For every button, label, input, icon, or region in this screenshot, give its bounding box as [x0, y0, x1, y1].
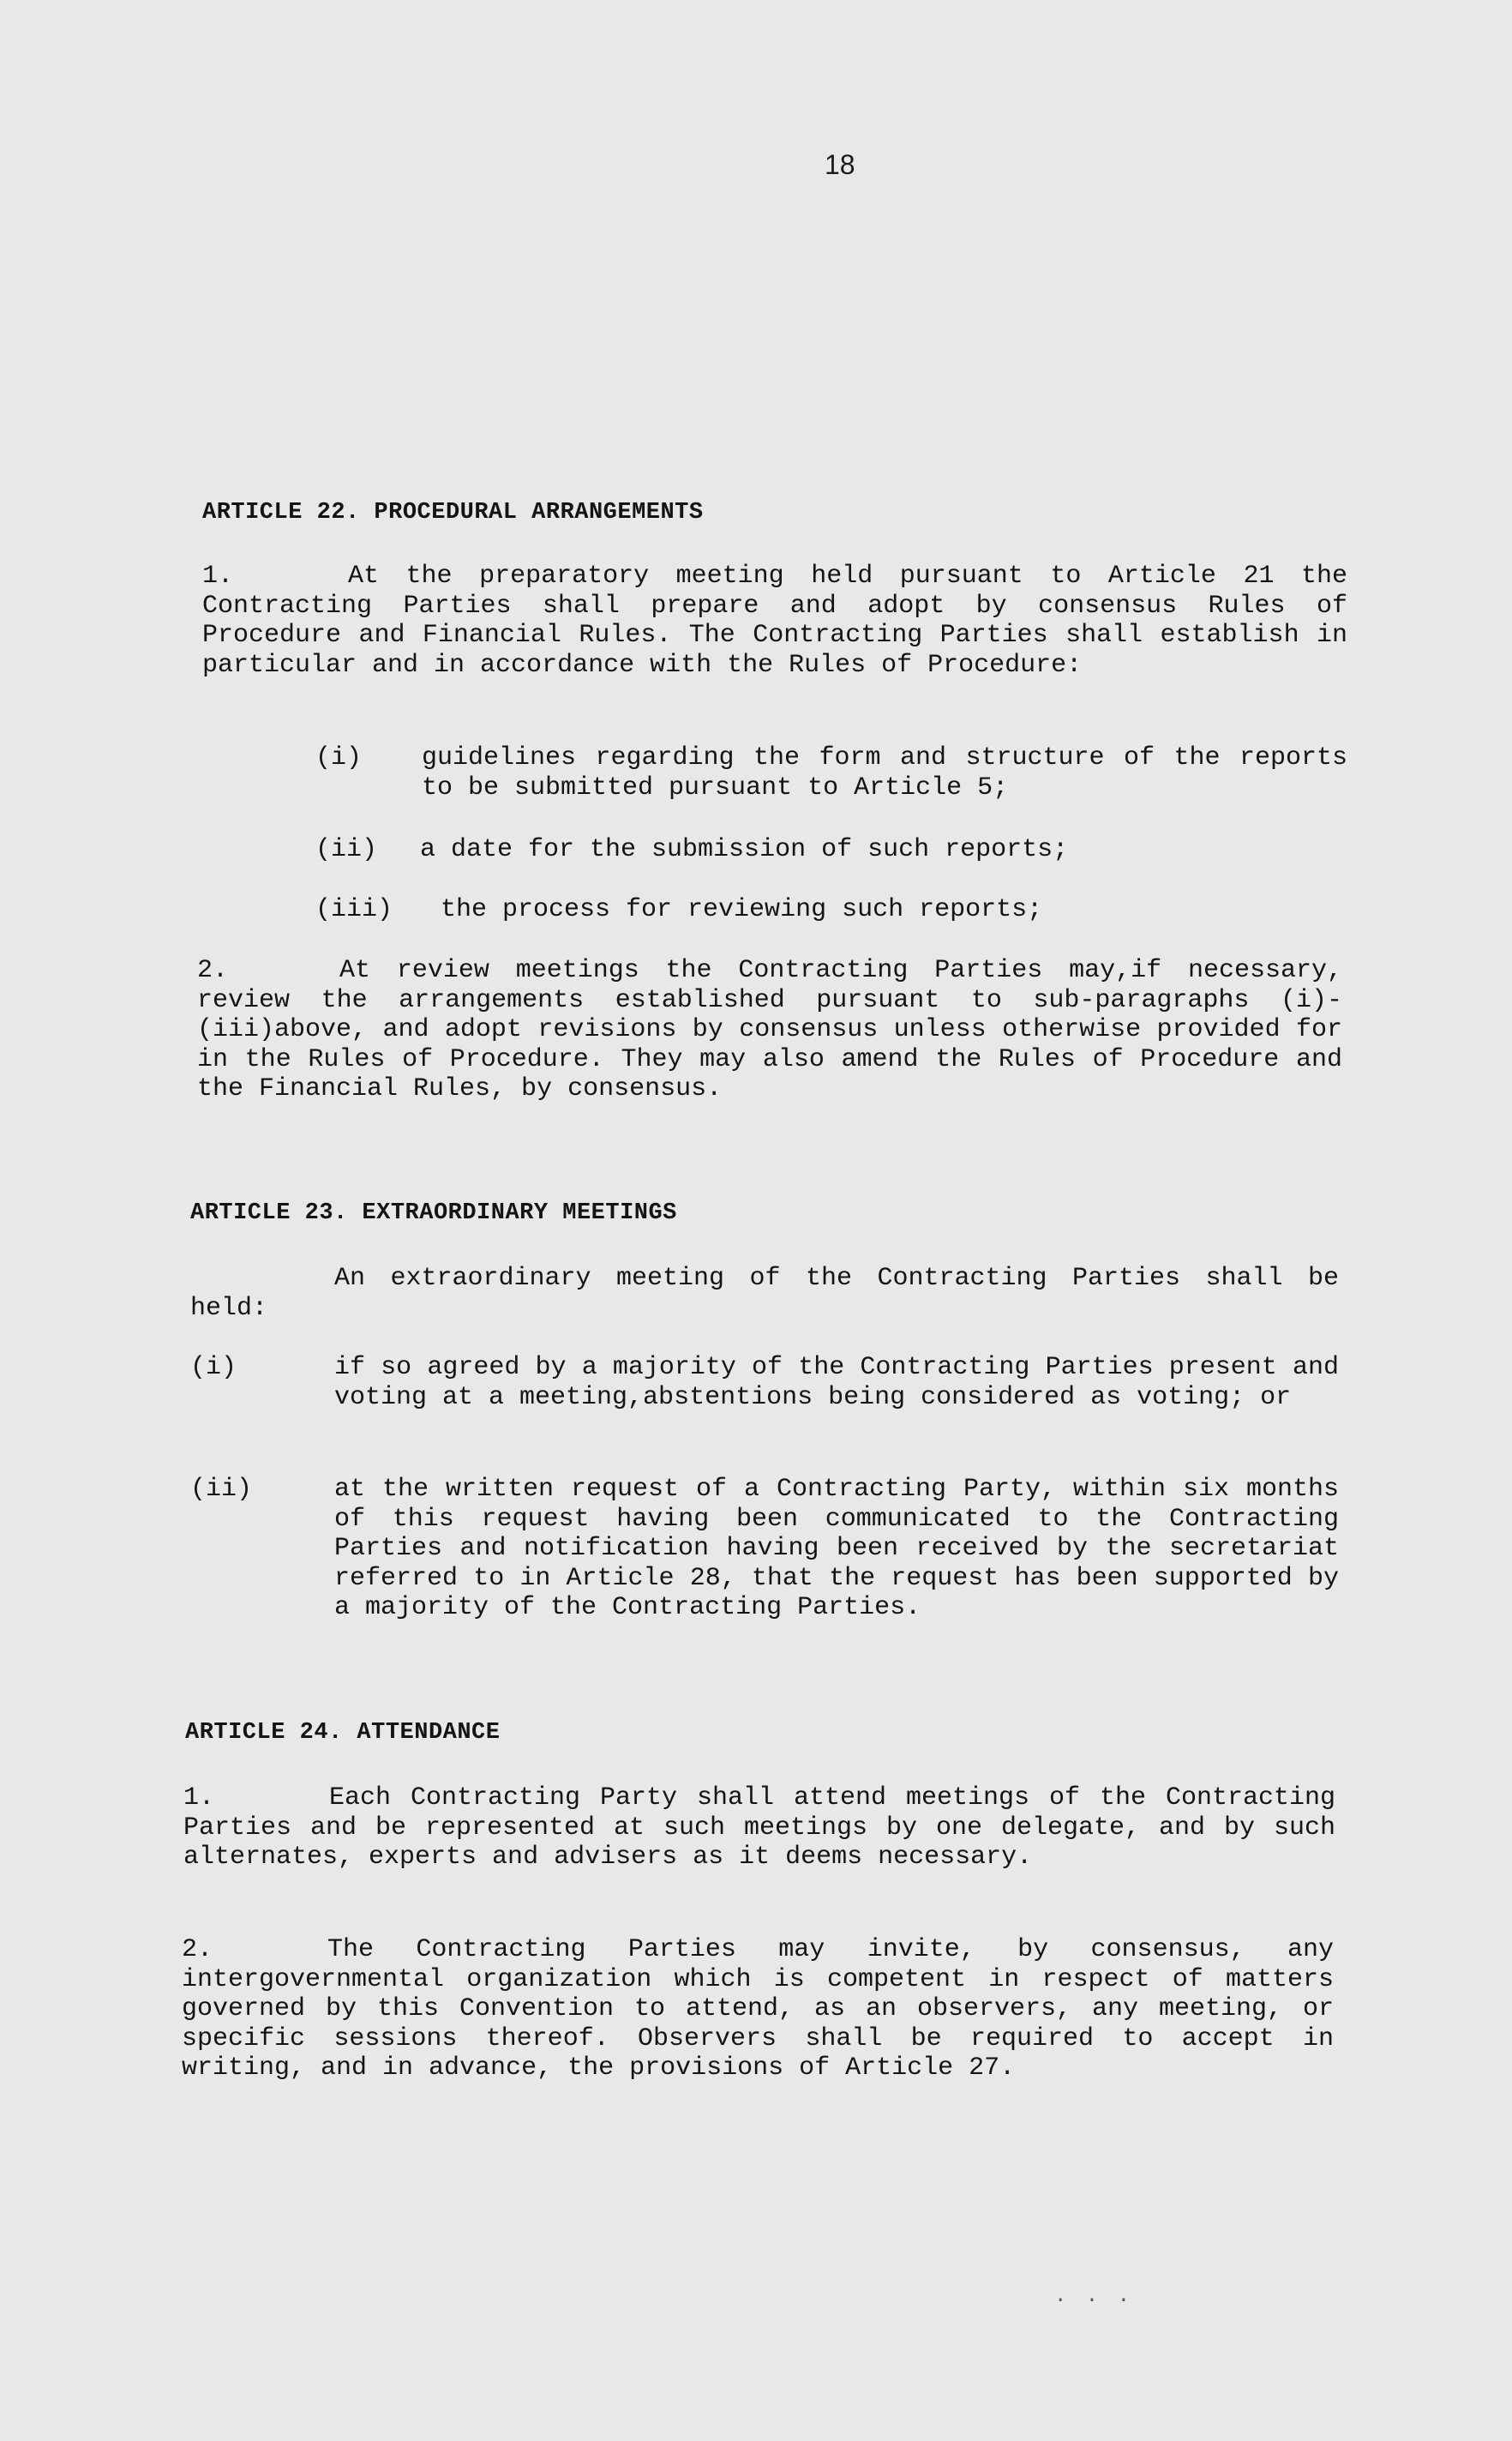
article-23-item-i: [190, 1353, 1339, 1446]
article-24-paragraph-2: [182, 1935, 1334, 2083]
article-22-paragraph-2: [197, 956, 1342, 1104]
article-22-heading: ARTICLE 22. PROCEDURAL ARRANGEMENTS: [202, 500, 704, 526]
article-24-heading: ARTICLE 24. ATTENDANCE: [185, 1720, 501, 1746]
paragraph-number: 1.: [202, 562, 234, 591]
item-text: if so agreed by a majority of the Contracting Parties present and voting at a meeting,abstentions being considered as voting; or: [334, 1353, 1339, 1412]
footer-dots: . . .: [1054, 2285, 1134, 2308]
paragraph-text: At the preparatory meeting held pursuant to Article 21 the Contracting Parties shall prepare and adopt by consensus Rules of Procedure and Financial Rules. The Contracting Parties shall establish in particular and in accordance with the Rules of Procedure:: [202, 562, 1347, 680]
article-22-item-ii: [315, 835, 1347, 866]
item-text: a date for the submission of such reports;: [420, 835, 1069, 864]
paragraph-text: At review meetings the Contracting Parties may,if necessary, review the arrangements established pursuant to sub-paragraphs (i)-(iii)above, and adopt revisions by consensus unless otherwise provided for in the Rules of Procedure. They may also amend the Rules of Procedure and the Financial Rules, by consensus.: [197, 956, 1342, 1103]
paragraph-number: 1.: [183, 1783, 215, 1813]
item-text: the process for reviewing such reports;: [441, 895, 1043, 924]
article-22-paragraph-1: [202, 562, 1347, 680]
paragraph-text: The Contracting Parties may invite, by consensus, any intergovernmental organization which is competent in respect of matters governed by this Convention to attend, as an observers, any meeting, or specific sessions thereof. Observers shall be required to accept in writing, and in advance, the provisions of Article 27.: [182, 1935, 1334, 2083]
paragraph-text: Each Contracting Party shall attend meetings of the Contracting Parties and be represented at such meetings by one delegate, and by such alternates, experts and advisers as it deems necessary.: [183, 1783, 1335, 1872]
paragraph-text: An extraordinary meeting of the Contracting Parties shall be held:: [190, 1264, 1339, 1323]
paragraph-number: 2.: [182, 1935, 213, 1964]
item-label: (ii): [190, 1475, 253, 1504]
article-22-item-i: [315, 743, 1347, 803]
item-label: (ii): [315, 835, 378, 864]
article-23-heading: ARTICLE 23. EXTRAORDINARY MEETINGS: [190, 1200, 677, 1226]
item-label: (i): [315, 743, 363, 773]
item-label: (i): [190, 1353, 237, 1382]
article-23-item-ii: [190, 1475, 1339, 1655]
item-text: at the written request of a Contracting Party, within six months of this request having been communicated to the Contracting Parties and notification having been received by the secretariat referred to in Article 28, that the request has been supported by a majority of the Contracting Parties.: [334, 1475, 1339, 1622]
article-23-intro: [190, 1264, 1339, 1323]
article-24-paragraph-1: [183, 1783, 1335, 1873]
paragraph-number: 2.: [197, 956, 229, 985]
article-22-item-iii: [315, 895, 1347, 926]
item-text: guidelines regarding the form and structure of the reports to be submitted pursuant to Article 5;: [422, 743, 1347, 803]
item-label: (iii): [315, 895, 393, 924]
page-number: 18: [825, 149, 855, 180]
